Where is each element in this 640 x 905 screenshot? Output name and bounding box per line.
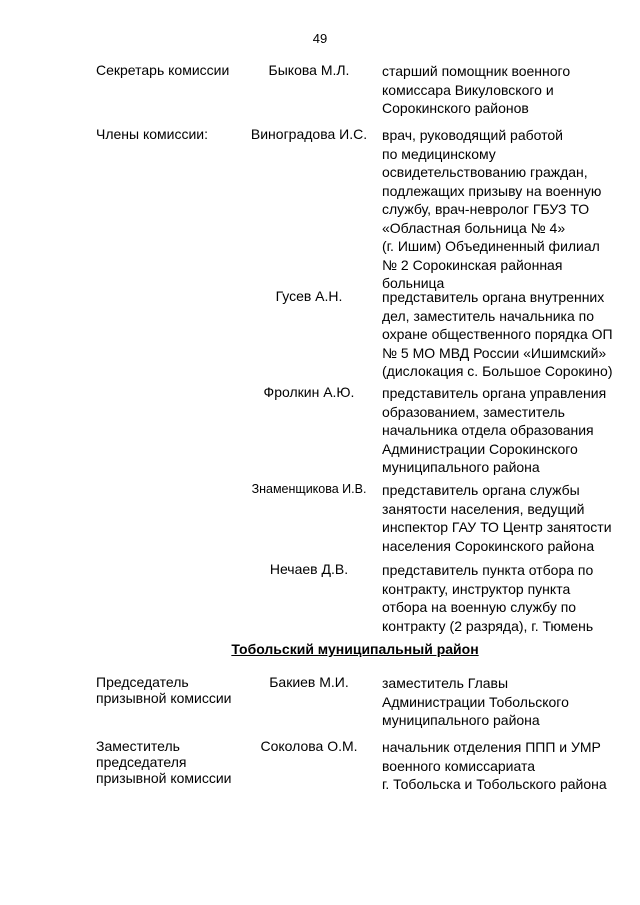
entry-description: [382, 481, 627, 555]
page-number: 49: [312, 31, 328, 46]
description-line: представитель органа управления: [382, 385, 607, 401]
description-line: представитель пункта отбора по: [382, 562, 594, 578]
description-line: больница: [382, 275, 445, 291]
entry-description: [382, 384, 627, 477]
description-line: по медицинскому: [382, 145, 496, 162]
description-line: службу, врач-невролог ГБУЗ ТО: [382, 201, 590, 217]
role-line: призывной комиссии: [96, 690, 232, 706]
description-line: врач, руководящий работой: [382, 127, 563, 143]
description-line: комиссара Викуловского и: [382, 81, 554, 98]
description-line: Сорокинского районов: [382, 100, 529, 116]
description-line: занятости населения, ведущий: [382, 500, 585, 517]
description-line: образованием, заместитель: [382, 403, 565, 420]
description-line: охране общественного порядка ОП: [382, 326, 613, 342]
entry-description: [382, 62, 627, 118]
description-line: представитель органа службы: [382, 482, 580, 498]
description-line: (дислокация с. Большое Сорокино): [382, 363, 613, 379]
entry-person-name: Соколова О.М.: [260, 738, 358, 754]
description-line: начальника отдела образования: [382, 422, 594, 438]
description-line: дел, заместитель начальника по: [382, 307, 594, 324]
entry-person-name: Гусев А.Н.: [275, 288, 343, 304]
entry-person-name: Нечаев Д.В.: [269, 561, 349, 577]
description-line: населения Сорокинского района: [382, 537, 595, 554]
description-line: освидетельствованию граждан,: [382, 164, 588, 180]
description-line: начальник отделения ППП и УМР: [382, 739, 601, 755]
description-line: заместитель Главы: [382, 675, 509, 691]
role-line: Секретарь комиссии: [96, 62, 230, 78]
entry-role: [96, 738, 246, 786]
role-line: Заместитель: [96, 738, 180, 754]
section-heading: Тобольский муниципальный район: [231, 641, 479, 657]
description-line: (г. Ишим) Объединенный филиал: [382, 238, 600, 254]
entry-person-name: Виноградова И.С.: [250, 126, 368, 142]
entry-role: [96, 674, 246, 706]
entry-person-name: Бакиев М.И.: [269, 674, 349, 690]
entry-description: [382, 126, 627, 293]
entry-description: [382, 561, 627, 635]
description-line: № 2 Сорокинская районная: [382, 256, 563, 273]
role-line: Председатель: [96, 674, 189, 690]
role-line: председателя: [96, 754, 187, 770]
description-line: муниципального района: [382, 459, 540, 475]
description-line: старший помощник военного: [382, 63, 571, 79]
description-line: контракту (2 разряда), г. Тюмень: [382, 617, 594, 634]
description-line: г. Тобольска и Тобольского района: [382, 776, 607, 792]
entry-person-name: Фролкин А.Ю.: [263, 384, 355, 400]
entry-role: [96, 62, 246, 78]
description-line: военного комиссариата: [382, 757, 536, 774]
entry-person-name: Знаменщикова И.В.: [251, 482, 367, 496]
entry-person-name: Быкова М.Л.: [268, 62, 350, 78]
description-line: контракту, инструктор пункта: [382, 580, 571, 597]
entry-description: [382, 738, 627, 794]
description-line: Администрации Сорокинского: [382, 440, 578, 457]
description-line: инспектор ГАУ ТО Центр занятости: [382, 519, 612, 535]
description-line: Администрации Тобольского: [382, 693, 569, 710]
description-line: «Областная больница № 4»: [382, 219, 566, 236]
entry-description: [382, 288, 627, 381]
role-line: призывной комиссии: [96, 770, 232, 786]
entry-description: [382, 674, 627, 730]
description-line: № 5 МО МВД России «Ишимский»: [382, 344, 607, 361]
role-line: Члены комиссии:: [96, 126, 209, 142]
description-line: муниципального района: [382, 712, 540, 728]
description-line: отбора на военную службу по: [382, 599, 577, 615]
description-line: представитель органа внутренних: [382, 289, 605, 305]
description-line: подлежащих призыву на военную: [382, 182, 602, 199]
entry-role: [96, 126, 246, 142]
